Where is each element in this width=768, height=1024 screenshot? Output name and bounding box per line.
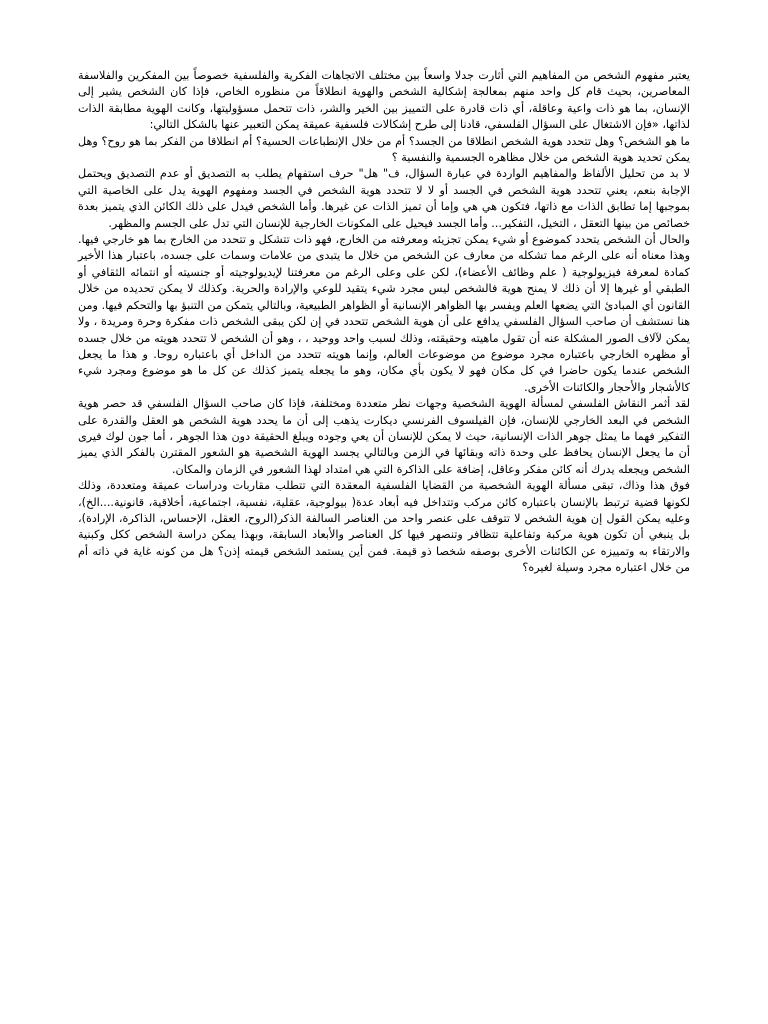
paragraph-questions: ما هو الشخص؟ وهل تتحدد هوية الشخص انطلاقا من الجسد؟ أم من خلال الإنطباعات الحسية؟ أم انطلاقا من الفكر بما هو روح؟ وهل يمكن تحديد هوية الشخص من خلال مظاهره الجسمية والنفسية ؟ xyxy=(78,134,690,165)
paragraph-concepts: لا بد من تحليل الألفاظ والمفاهيم الواردة في عبارة السؤال، ف" هل" حرف استفهام يطلب به التصديق أو عدم التصديق ويحتمل الإجابة بنعم، يعني تتحدد هوية الشخص في الجسد أو لا لا تتحدد هوية الشخص في الجسد ومفهوم الهوية يدل على الخاصية التي بموجبها إما تطابق الذات مع ذاتها، فتكون هي هي وإما أن تميز الذات عن غيرها. وأما الشخص فيدل على ذلك الكائن الذي يتميز بعدة خصائص من بينها التعقل ، التخيل، التفكير... وأما الجسد فيحيل على المكونات الخارجية للإنسان التي تدل على الجسم والمظهر. xyxy=(78,167,690,230)
paragraph-discussion: لقد أثمر النقاش الفلسفي لمسألة الهوية الشخصية وجهات نظر متعددة ومختلفة، فإذا كان صاحب السؤال الفلسفي قد حصر هوية الشخص في البعد الخارجي للإنسان، فإن الفيلسوف الفرنسي ديكارت يذهب إلى أن ما يحدد هوية الشخص هو العقل والقدرة على التفكير فهما ما يمثل جوهر الذات الإنسانية، حيث لا يمكن للإنسان أن يعي وجوده ويبلغ الحقيقة دون هذا الجوهر ، أما جون لوك فيرى أن ما يجعل الإنسان يحافظ على وحدة ذاته وبقائها في الزمن وبالتالي يجسد الهوية الشخصية هو الشعور المقترن بالفكر الذي يميز الشخص ويجعله يدرك أنه كائن مفكر وعاقل، إضافة على الذاكرة التي هي امتداد لهذا الشعور في الزمان والمكان. xyxy=(78,397,690,476)
document-body xyxy=(78,68,690,577)
paragraph-intro: يعتبر مفهوم الشخص من المفاهيم التي أثارت جدلا واسعاً بين مختلف الاتجاهات الفكرية والفلسفية خصوصاً بين المفكرين والفلاسفة المعاصرين، بحيث قام كل واحد منهم بمعالجة إشكالية الشخص والهوية انطلاقاً من منظوره الخاص، فإذا كان الشخص يشير إلى الإنسان، بما هو ذات واعية وعاقلة، أي ذات قادرة على التمييز بين الخير والشر، ذات تتحمل مسؤوليتها، وكانت الهوية مطابقة الذات لذاتها، «فإن الاشتغال على السؤال الفلسفي، قادنا إلى طرح إشكالات فلسفية عميقة يمكن التعبير عنها بالشكل التالي: xyxy=(78,69,690,132)
paragraph-conclusion: فوق هذا وذاك، تبقى مسألة الهوية الشخصية من القضايا الفلسفية المعقدة التي تتطلب مقاربات ودراسات عميقة ومتعددة، وذلك لكونها قضية ترتبط بالإنسان باعتباره كائن مركب وتتداخل فيه أبعاد عدة( بيولوجية، عقلية، نفسية، اجتماعية، أخلاقية، قانونية....الخ)، وعليه يمكن القول إن هوية الشخص لا تتوقف على عنصر واحد من العناصر السالفة الذكر(الروح، العقل، الإحساس، الذاكرة، الإرادة)، بل ينبغي أن تكون هوية مركبة وتفاعلية تتظافر وتنصهر فيها كل العناصر والأبعاد السابقة، وبهذا يمكن دراسة الشخص ككل وكبنية والارتقاء به وتمييزه عن الكائنات الأخرى بوصفه شخصا ذو قيمة. فمن أين يستمد الشخص قيمته إذن؟ هل من كونه غاية في ذاته أم من خلال اعتباره مجرد وسيلة لغيره؟ xyxy=(78,479,690,575)
paragraph-analysis: والحال أن الشخص يتحدد كموضوع أو شيء يمكن تجزيئه ومعرفته من الخارج، فهو ذات تتشكل و تتحدد من الخارج بما هو خارجي فيها. وهذا معناه أنه على الرغم مما تشكله من معارف عن الشخص من خلال ما يتبدى من علامات وسمات على جسده، باعتبار هذا الأخير كمادة لمعرفة فيزيولوجية ( علم وظائف الأعضاء)، لكن على وعلى الرغم من معرفتنا لإيديولوجيته أو جنسيته أو انتمائه الثقافي أو الطبقي أو غيرها إلا أن ذلك لا يمنح هوية فالشخص ليس مجرد شيء يتقيد للوعي والإرادة والحرية. وكذلك لا يمكن تحديده من خلال القانون أي المبادئ التي يضعها العلم ويفسر بها الظواهر الإنسانية أو الظواهر الطبيعية، وبالتالي يتمكن من التنبؤ بها والتحكم فيها. ومن هنا نستشف أن صاحب السؤال الفلسفي يدافع على أن هوية الشخص تتحدد في إن لكن يبقى الشخص ذات مفكرة وحرة ومريدة ، ولا يمكن لآلاف الصور المشكلة عنه أن تقول ماهيته وحقيقته، وذلك لسبب واحد ووحيد ، ، وهو أن الشخص لا تتحدد هويته من خلال جسده أو مظهره الخارجي باعتباره مجرد موضوع من موضوعات العالم، وإنما هويته تتحدد من الداخل أي باعتباره روحا. و هذا ما يجعل الشخص عندما يكون حاضرا في كل مكان فهو لا يكون بأي مكان، وهو ما يجعله يتميز كذلك عن كل ما هو موضوع ومجرد شيء كالأشجار والأحجار والكائنات الأخرى. xyxy=(78,233,690,394)
